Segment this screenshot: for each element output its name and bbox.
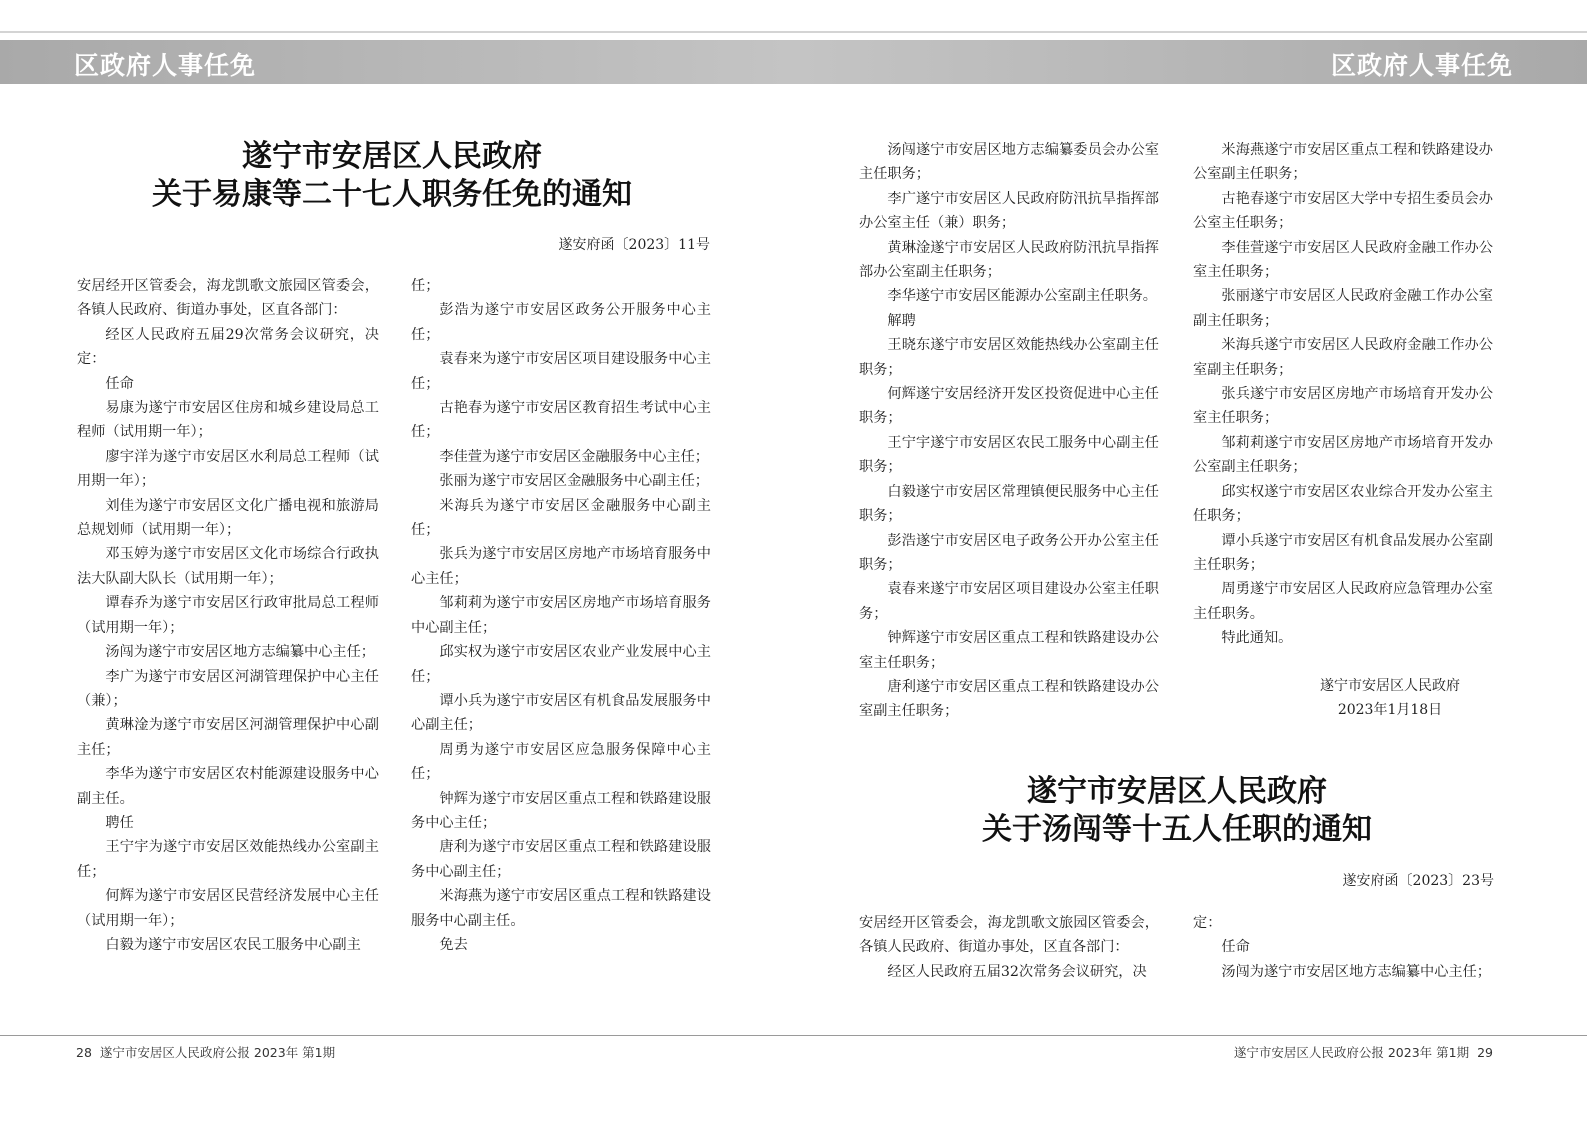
paragraph: 白毅为遂宁市安居区农民工服务中心副主 (105, 936, 361, 953)
paragraph: 任命 (105, 375, 134, 392)
paragraph: 定： (1193, 915, 1222, 931)
footer-right (1234, 1043, 1501, 1061)
notice2-column-2 (1193, 911, 1493, 984)
notice2-column-1 (859, 911, 1159, 984)
notice2-title-line2: 关于汤闯等十五人任职的通知 (982, 812, 1372, 847)
paragraph: 任命 (1221, 939, 1250, 956)
right-page-number: 29 (1477, 1045, 1493, 1060)
notice1-column-1 (77, 274, 379, 957)
paragraph: 李佳萱遂宁市安居区人民政府金融工作办公室主任职务； (1193, 239, 1493, 281)
paragraph: 米海兵为遂宁市安居区金融服务中心副主任； (411, 497, 711, 539)
paragraph: 邹莉莉遂宁市安居区房地产市场培育开发办公室副主任职务； (1193, 434, 1493, 476)
paragraph: 米海燕为遂宁市安居区重点工程和铁路建设服务中心副主任。 (411, 888, 711, 929)
section-title-right: 区政府人事任免 (1330, 51, 1513, 80)
footer-right-text: 遂宁市安居区人民政府公报 2023年 第1期 (1233, 1045, 1470, 1060)
paragraph: 李华遂宁市安居区能源办公室副主任职务。 (887, 288, 1157, 305)
paragraph: 邱实权为遂宁市安居区农业产业发展中心主任； (411, 644, 711, 685)
paragraph: 米海兵遂宁市安居区人民政府金融工作办公室副主任职务； (1193, 337, 1493, 378)
paragraph: 米海燕遂宁市安居区重点工程和铁路建设办公室副主任职务； (1193, 142, 1493, 183)
paragraph: 经区人民政府五届29次常务会议研究，决定： (77, 326, 379, 368)
paragraph: 周勇为遂宁市安居区应急服务保障中心主任； (411, 741, 711, 783)
paragraph: 王宁宇遂宁市安居区农民工服务中心副主任职务； (859, 434, 1159, 476)
paragraph: 汤闯遂宁市安居区地方志编纂委员会办公室主任职务； (859, 142, 1159, 183)
paragraph: 谭小兵为遂宁市安居区有机食品发展服务中心副主任； (411, 692, 711, 734)
paragraph: 彭浩为遂宁市安居区政务公开服务中心主任； (411, 302, 711, 343)
footer-left (68, 1043, 335, 1061)
notice1-column-3 (859, 138, 1159, 724)
notice1-doc-number: 遂安府函〔2023〕11号 (558, 237, 710, 253)
paragraph: 安居经开区管委会，海龙凯歌文旅园区管委会，各镇人民政府、街道办事处，区直各部门： (859, 915, 1159, 956)
paragraph: 张兵为遂宁市安居区房地产市场培育服务中心主任； (411, 546, 711, 587)
left-page-number: 28 (76, 1045, 92, 1060)
paragraph: 任； (411, 278, 440, 294)
paragraph: 黄琳淦为遂宁市安居区河湖管理保护中心副主任； (77, 717, 379, 758)
paragraph: 钟辉为遂宁市安居区重点工程和铁路建设服务中心主任； (411, 790, 711, 831)
paragraph: 唐利遂宁市安居区重点工程和铁路建设办公室副主任职务； (859, 678, 1159, 720)
notice1-title-line1: 遂宁市安居区人民政府 (242, 139, 542, 174)
notice1-signature (1290, 674, 1490, 722)
paragraph: 唐利为遂宁市安居区重点工程和铁路建设服务中心副主任； (411, 839, 711, 880)
paragraph: 汤闯为遂宁市安居区地方志编纂中心主任； (105, 644, 375, 661)
paragraph: 彭浩遂宁市安居区电子政务公开办公室主任职务； (859, 532, 1159, 573)
paragraph: 邱实权遂宁市安居区农业综合开发办公室主任职务； (1193, 483, 1493, 525)
notice1-title-line2: 关于易康等二十七人职务任免的通知 (152, 177, 632, 212)
paragraph: 袁春来遂宁市安居区项目建设办公室主任职务； (859, 581, 1159, 622)
paragraph: 古艳春遂宁市安居区大学中专招生委员会办公室主任职务； (1193, 190, 1493, 232)
paragraph: 聘任 (105, 814, 134, 831)
paragraph: 汤闯为遂宁市安居区地方志编纂中心主任； (1221, 963, 1491, 980)
notice2-doc-number: 遂安府函〔2023〕23号 (1342, 873, 1494, 889)
paragraph: 袁春来为遂宁市安居区项目建设服务中心主任； (411, 351, 711, 392)
paragraph: 王宁宇为遂宁市安居区效能热线办公室副主任； (77, 839, 379, 880)
notice1-column-4 (1193, 138, 1493, 651)
paragraph: 易康为遂宁市安居区住房和城乡建设局总工程师（试用期一年）； (77, 400, 379, 441)
footer-left-text: 遂宁市安居区人民政府公报 2023年 第1期 (99, 1045, 336, 1060)
notice1-column-2 (411, 274, 711, 957)
paragraph: 何辉遂宁安居经济开发区投资促进中心主任职务； (859, 386, 1159, 427)
paragraph: 谭小兵遂宁市安居区有机食品发展办公室副主任职务； (1193, 532, 1493, 573)
paragraph: 李广遂宁市安居区人民政府防汛抗旱指挥部办公室主任（兼）职务； (859, 190, 1159, 232)
notice1-sign-date: 2023年1月18日 (1337, 702, 1443, 718)
notice1-sign-org: 遂宁市安居区人民政府 (1320, 678, 1460, 694)
paragraph: 李佳萱为遂宁市安居区金融服务中心主任； (439, 448, 709, 465)
paragraph: 张丽遂宁市安居区人民政府金融工作办公室副主任职务； (1193, 288, 1493, 329)
paragraph: 李广为遂宁市安居区河湖管理保护中心主任（兼）； (77, 668, 379, 709)
paragraph: 张兵遂宁市安居区房地产市场培育开发办公室主任职务； (1193, 386, 1493, 427)
footer-rule (0, 1035, 1587, 1036)
paragraph: 邹莉莉为遂宁市安居区房地产市场培育服务中心副主任； (411, 595, 711, 636)
paragraph: 何辉为遂宁市安居区民营经济发展中心主任（试用期一年）； (77, 888, 379, 929)
section-banner (0, 40, 1587, 84)
paragraph: 黄琳淦遂宁市安居区人民政府防汛抗旱指挥部办公室副主任职务； (859, 239, 1159, 281)
paragraph: 邓玉婷为遂宁市安居区文化市场综合行政执法大队副大队长（试用期一年）； (77, 546, 379, 587)
paragraph: 安居经开区管委会，海龙凯歌文旅园区管委会，各镇人民政府、街道办事处，区直各部门： (77, 278, 379, 319)
paragraph: 周勇遂宁市安居区人民政府应急管理办公室主任职务。 (1193, 581, 1493, 622)
paragraph: 钟辉遂宁市安居区重点工程和铁路建设办公室主任职务； (859, 630, 1159, 671)
paragraph: 经区人民政府五届32次常务会议研究，决 (887, 963, 1147, 980)
notice1-title (74, 138, 710, 214)
notice2-title-line1: 遂宁市安居区人民政府 (1027, 774, 1327, 809)
paragraph: 免去 (439, 936, 468, 953)
paragraph: 白毅遂宁市安居区常理镇便民服务中心主任职务； (859, 483, 1159, 525)
section-title-left: 区政府人事任免 (74, 51, 257, 80)
paragraph: 廖宇洋为遂宁市安居区水利局总工程师（试用期一年）； (77, 448, 379, 490)
paragraph: 谭春乔为遂宁市安居区行政审批局总工程师（试用期一年）； (77, 595, 379, 636)
paragraph: 刘佳为遂宁市安居区文化广播电视和旅游局总规划师（试用期一年）； (77, 497, 379, 539)
notice2-title (859, 773, 1495, 849)
paragraph: 张丽为遂宁市安居区金融服务中心副主任； (439, 473, 709, 490)
paragraph: 古艳春为遂宁市安居区教育招生考试中心主任； (411, 400, 711, 441)
top-rule (0, 31, 1587, 33)
paragraph: 解聘 (887, 312, 916, 329)
paragraph: 李华为遂宁市安居区农村能源建设服务中心副主任。 (77, 766, 379, 807)
paragraph: 特此通知。 (1221, 630, 1293, 647)
paragraph: 王晓东遂宁市安居区效能热线办公室副主任职务； (859, 337, 1159, 378)
